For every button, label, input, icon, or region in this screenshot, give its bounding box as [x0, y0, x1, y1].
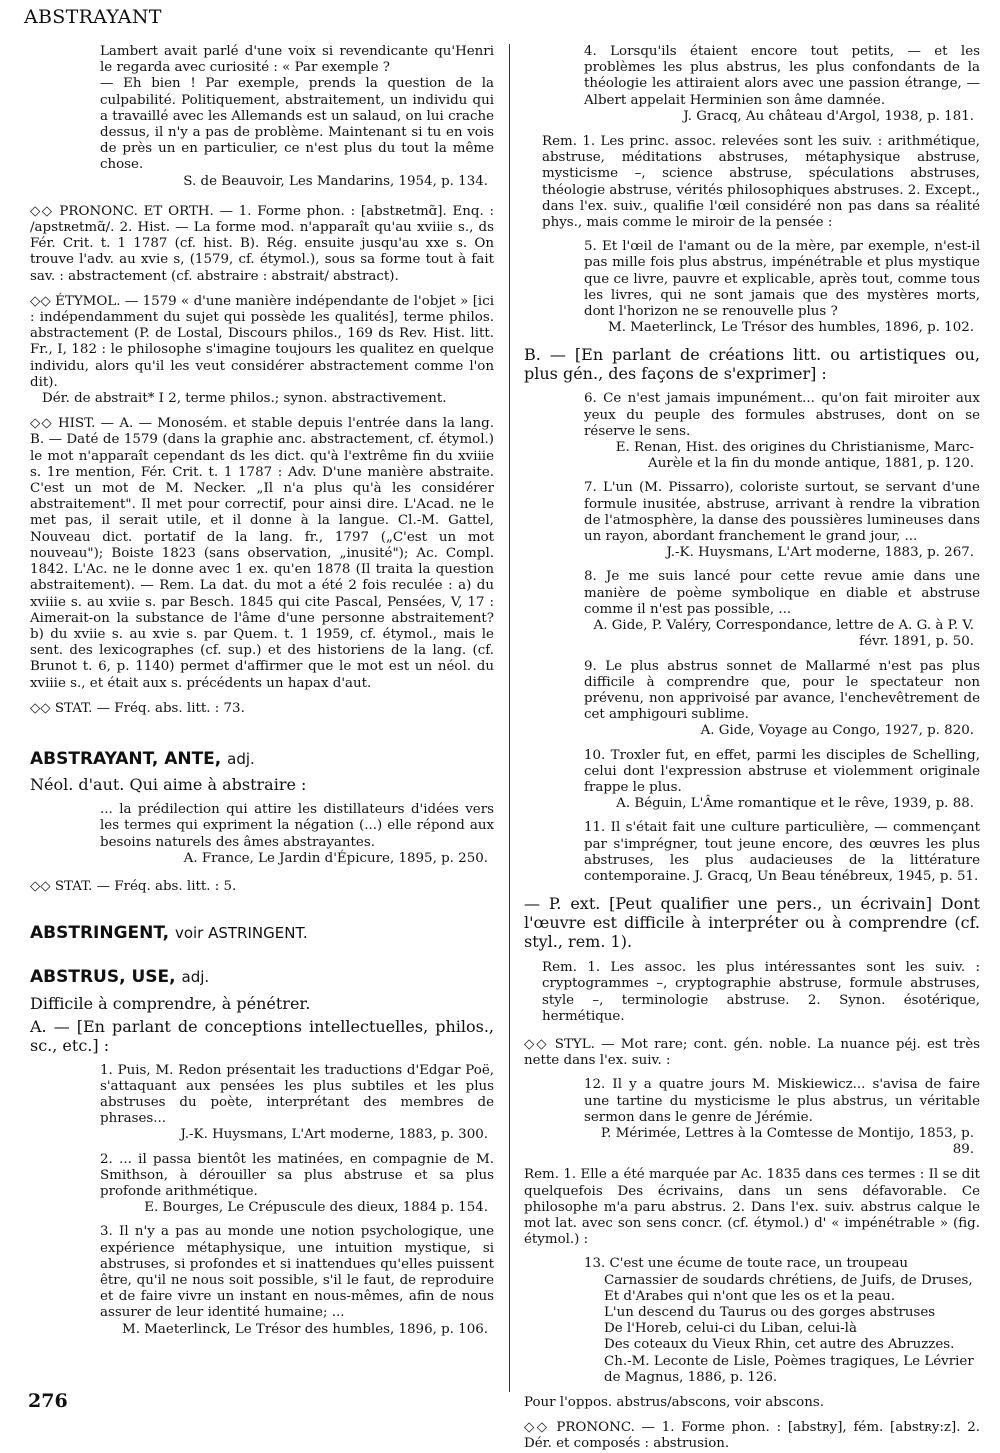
example-intro-line: — Eh bien ! Par exemple, prends la question de la culpabilité. Politiquement, abstraitement, un individu qui a travaillé avec les Allemands est un salaud, on lui crache dessus, il n'y a pas de problème. Maintenant si tu en vois de près un en particulier, ce n'est plus du tout la même chose.	[100, 76, 494, 173]
example-source: P. Mérimée, Lettres à la Comtesse de Montijo, 1853, p. 89.	[600, 1125, 974, 1158]
prononc-section: ◇◇ PRONONC. — 1. Forme phon. : [abstʀy], fém. [abstʀy:z]. 2. Dér. et composés : abstrusion.	[524, 1420, 980, 1452]
section-b: B. — [En parlant de créations litt. ou artistiques ou, plus gén., des façons de s'exprimer] :	[524, 345, 980, 384]
poem-line: De l'Horeb, celui-ci du Liban, celui-là	[604, 1321, 857, 1337]
example-intro	[30, 44, 494, 190]
example-poem	[524, 1256, 980, 1386]
etymol-section: ◇◇ ÉTYMOL. — 1579 « d'une manière indépendante de l'objet » [ici : indépendamment du sujet qui possède les qualités], terme philos. abstractement (P. de Lostal, Discours philos., 169 ds Rev. Hist. litt. Fr., I, 182 : le philosophe s'imagine toujours les qualitez en quelque individu, alors qu'il les veut considérer abstractement comme l'on dit).	[30, 293, 494, 390]
example	[524, 748, 980, 813]
section-a: A. — [En parlant de conceptions intellectuelles, philos., sc., etc.] :	[30, 1016, 494, 1055]
part-of-speech: adj.	[227, 749, 255, 768]
example	[524, 569, 980, 650]
example-source: M. Maeterlinck, Le Trésor des humbles, 1896, p. 102.	[607, 320, 974, 336]
example	[524, 480, 980, 561]
example-text: 6. Ce n'est jamais impunément... qu'on fait miroiter aux yeux du peuple des formules abstruses, dont on se réserve le sens.	[584, 391, 980, 439]
example-text: 7. L'un (M. Pissarro), coloriste surtout, se servant d'une formule inusitée, abstruse, arrivant à rendre la vibration de l'atmosphère, la danse des poussières lumineuses dans un rayon, abordant franchement le grand jour, ...	[584, 480, 980, 545]
example-source: M. Maeterlinck, Le Trésor des humbles, 1896, p. 106.	[121, 1321, 488, 1337]
styl-section: ◇◇ STYL. — Mot rare; cont. gén. noble. La nuance péj. est très nette dans l'ex. suiv. :	[524, 1036, 980, 1069]
hist-section: ◇◇ HIST. — A. — Monosém. et stable depuis l'entrée dans la lang. B. — Daté de 1579 (dans la graphie anc. abstractement, cf. étymol.) le mot n'apparaît cependant ds les dict. qu'à l'extrême fin du xviiie s. 1re mention, Fér. Crit. t. 1 1787 : Adv. D'une manière abstraite. C'est un mot de M. Necker. „Il n'a plus qu'à les considérer abstraitement". Il met pour correctif, pour ainsi dire. L'Acad. ne le met pas, il serait utile, et il donne à la langue. Cl.-M. Gattel, Nouveau dict. portatif de la lang. fr., 1797 („C'est un mot nouveau"); Boiste 1823 (sans observation, „inusité"); Ac. Compl. 1842. L'Ac. ne le donne avec 1 ex. qu'en 1878 (Il traita la question abstraitement). — Rem. La dat. du mot a été 2 fois reculée : a) du xviiie s. au xviie s. par Besch. 1845 qui cite Pascal, Pensées, V, 17 : Aimerait-on la substance de l'âme d'une personne abstraitement? b) du xviie s. au xvie s. par Quem. t. 1 1959, cf. étymol., mais le sent. des lexicographes (cf. sup.) et des historiens de la lang. (cf. Brunot t. 6, p. 1140) permet d'affirmer que le mot est un néol. du xviiie s., et était aux s. précédents un hapax d'aut.	[30, 416, 494, 691]
example-text: 12. Il y a quatre jours M. Miskiewicz... s'avisa de faire une tartine du mysticisme le plus abstrus, un véritable sermon dans le genre de Jérémie.	[584, 1077, 980, 1125]
poem-line: Des coteaux du Vieux Rhin, cet autre des Abruzzes.	[604, 1337, 955, 1353]
poem-line: 13. C'est une écume de toute race, un troupeau	[584, 1256, 909, 1272]
poem-line: Carnassier de soudards chrétiens, de Juifs, de Druses,	[604, 1272, 973, 1288]
column-rule	[509, 44, 510, 1392]
example	[524, 44, 980, 125]
remark: Rem. 1. Elle a été marquée par Ac. 1835 dans ces termes : Il se dit quelquefois Des écrivains, dans un sens défavorable. Ce philosophe m'a paru abstrus. 2. Dans l'ex. suiv. abstrus calque le mot lat. avec son sens concr. (cf. étymol.) d' « impénétrable » (fig. étymol.) :	[524, 1167, 980, 1248]
example	[524, 1077, 980, 1158]
example	[30, 1224, 494, 1337]
right-column	[524, 44, 980, 1453]
example-source: J.-K. Huysmans, L'Art moderne, 1883, p. 267.	[666, 545, 974, 561]
example-text: 8. Je me suis lancé pour cette revue amie dans une manière de poème symbolique en diable et abstruse comme il n'est pas possible, ...	[584, 569, 980, 617]
opposition-note: Pour l'oppos. abstrus/abscons, voir abscons.	[524, 1395, 824, 1411]
example	[524, 239, 980, 336]
example-source: J. Gracq, Au château d'Argol, 1938, p. 181.	[683, 108, 974, 124]
stat-section: ◇◇ STAT. — Fréq. abs. litt. : 5.	[30, 878, 237, 894]
example-text: 9. Le plus abstrus sonnet de Mallarmé n'est pas plus difficile à comprendre que, pour le spectateur non prévenu, non apprivoisé par avance, l'enchevêtrement de cet amphigouri sublime.	[584, 658, 980, 723]
remark: Rem. 1. Les princ. assoc. relevées sont les suiv. : arithmétique, abstruse, méditations abstruses, métaphysique abstruse, mysticisme –, science abstruse, spéculations abstruses, théologie abstruse, vérités philosophiques abstruses. 2. Except., dans l'ex. suiv., qualifie l'œil considéré non pas dans sa réalité phys., mais comme le miroir de la pensée :	[542, 134, 980, 231]
example-source: Ch.-M. Leconte de Lisle, Poèmes tragiques, Le Lévrier de Magnus, 1886, p. 126.	[604, 1353, 974, 1385]
prononc-section: ◇◇ PRONONC. ET ORTH. — 1. Forme phon. : [abstʀetmɑ̃]. Enq. : /apstʀetmɑ̃/. 2. Hist. — La forme mod. n'apparaît qu'au xviiie s., ds Fér. Crit. t. 1 1787 (cf. hist. B). Rég. ensuite jusqu'au xxe s. On trouve l'adv. au xvie s, (1579, cf. étymol.), sous sa forme tout à fait sav. : abstractement (cf. abstraire : abstrait/ abstract).	[30, 203, 494, 284]
part-of-speech: adj.	[181, 968, 210, 987]
left-column	[30, 44, 494, 1338]
poem-line: Et d'Arabes qui n'ont que les os et la peau.	[604, 1288, 896, 1304]
example	[30, 802, 494, 867]
poem-line: L'un descend du Taurus ou des gorges abstruses	[604, 1305, 936, 1320]
example-text: ... la prédilection qui attire les distillateurs d'idées vers les termes qui expriment la négation (...) elle répond aux besoins naturels des âmes abstrayantes.	[100, 802, 494, 850]
example-text: 4. Lorsqu'ils étaient encore tout petits, — et les problèmes les plus abstrus, les plus confondants de la théologie les attiraient alors avec une passion étrange, — Albert appelait Herminien son âme damnée.	[584, 44, 980, 108]
example-source: A. Gide, Voyage au Congo, 1927, p. 820.	[700, 723, 974, 739]
example-text: 1. Puis, M. Redon présentait les traductions d'Edgar Poë, s'attaquant aux pensées les plus subtiles et les plus abstruses du poète, interprétant des membres de phrases...	[100, 1062, 494, 1127]
example-text: 5. Et l'œil de l'amant ou de la mère, par exemple, n'est-il pas mille fois plus abstrus, impénétrable et plus mystique que ce livre, pauvre et explicable, après tout, comme tous les livres, qui ne sont jamais que des mystères morts, dont l'horizon ne se renouvelle plus ?	[584, 239, 980, 320]
headword-text: ABSTRUS, USE,	[30, 967, 176, 988]
example-source: J.-K. Huysmans, L'Art moderne, 1883, p. 300.	[180, 1127, 488, 1143]
example	[30, 1152, 494, 1217]
definition: Difficile à comprendre, à pénétrer.	[30, 993, 311, 1013]
example-text: 3. Il n'y a pas au monde une notion psychologique, une expérience métaphysique, une intuition mystique, si abstruses, si profondes et si inattendues qu'elles puissent être, qu'il ne nous soit possible, s'il le faut, de reproduire et de faire vivre un instant en nous-mêmes, afin de nous assurer de leur identité humaine; ...	[100, 1224, 494, 1321]
headword-abstrayant	[30, 748, 494, 769]
example	[524, 391, 980, 472]
example	[524, 820, 980, 885]
example-intro-line: Lambert avait parlé d'une voix si revendicante qu'Henri le regarda avec curiosité : « Par exemple ?	[100, 44, 494, 76]
headword-abstringent	[30, 923, 494, 944]
example-source: A. France, Le Jardin d'Épicure, 1895, p. 250.	[183, 850, 488, 866]
example	[30, 1063, 494, 1144]
example-source: S. de Beauvoir, Les Mandarins, 1954, p. 134.	[183, 173, 488, 189]
example-text: 10. Troxler fut, en effet, parmi les disciples de Schelling, celui dont l'expression abstruse et violemment originale frappe le plus.	[584, 747, 980, 795]
stat-section: ◇◇ STAT. — Fréq. abs. litt. : 73.	[30, 700, 245, 716]
definition: Néol. d'aut. Qui aime à abstraire :	[30, 775, 307, 795]
headword-abstrus	[30, 967, 494, 988]
page-number: 276	[28, 1390, 68, 1412]
example-source: A. Béguin, L'Âme romantique et le rêve, 1939, p. 88.	[616, 796, 974, 812]
example	[524, 659, 980, 740]
headword-text: ABSTRINGENT,	[30, 923, 170, 944]
remark: Rem. 1. Les assoc. les plus intéressantes sont les suiv. : cryptogrammes –, cryptographie abstruse, formule abstruses, style –, terminologie abstruse. 2. Synon. ésotérique, hermétique.	[542, 960, 980, 1024]
running-head: ABSTRAYANT	[24, 6, 162, 28]
derivation-note: Dér. de abstrait* I 2, terme philos.; synon. abstractivement.	[42, 391, 447, 407]
example-source: E. Renan, Hist. des origines du Christianisme, Marc-Aurèle et la fin du monde antique, 1881, p. 120.	[615, 440, 974, 472]
headword-text: ABSTRAYANT, ANTE,	[30, 748, 222, 769]
extension-sense: — P. ext. [Peut qualifier une pers., un écrivain] Dont l'œuvre est difficile à interpréter ou à comprendre (cf. styl., rem. 1).	[524, 894, 980, 952]
example-source: A. Gide, P. Valéry, Correspondance, lettre de A. G. à P. V. févr. 1891, p. 50.	[593, 618, 974, 650]
example-text: 11. Il s'était fait une culture particulière, — commençant par s'imprégner, tout jeune encore, des œuvres les plus abstruses, les plus audacieuses de la littérature contemporaine. J. Gracq, Un Beau ténébreux, 1945, p. 51.	[584, 820, 980, 884]
cross-reference: voir ASTRINGENT.	[174, 924, 308, 943]
example-source: E. Bourges, Le Crépuscule des dieux, 1884 p. 154.	[144, 1200, 488, 1216]
example-text: 2. ... il passa bientôt les matinées, en compagnie de M. Smithson, à dérouiller sa plus abstruse et sa plus profonde arithmétique.	[100, 1151, 494, 1199]
